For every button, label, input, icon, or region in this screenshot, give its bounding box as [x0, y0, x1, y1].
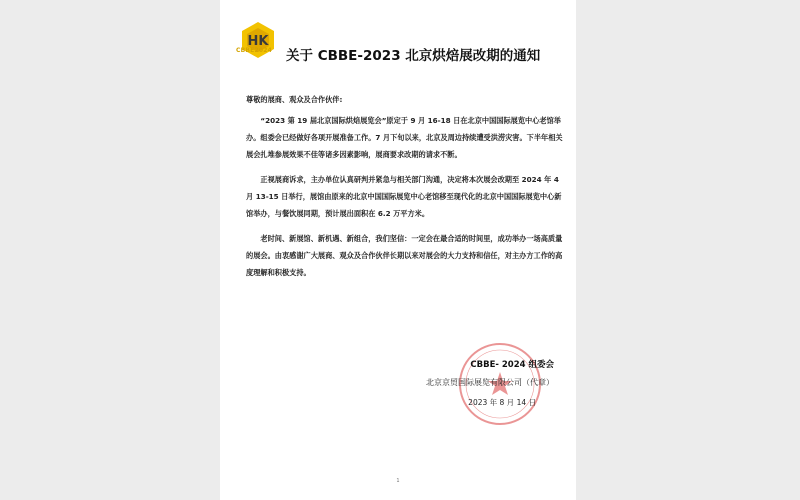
document-page [220, 0, 576, 500]
paragraph-3: 老时间、新展馆、新机遇、新组合，我们坚信：一定会在最合适的时间里，成功举办一场高质量的展会。由衷感谢广大展商、观众及合作伙伴长期以来对展会的大力支持和信任，对主办方工作的高度理解和积极支持。 [246, 234, 563, 277]
document-title: 关于 CBBE-2023 北京烘焙展改期的通知 [286, 48, 541, 64]
greeting: 尊敬的展商、观众及合作伙伴: [246, 95, 343, 104]
logo-caption: CBBE2024 [236, 47, 272, 54]
page-number: 1 [396, 478, 400, 484]
cbbe-logo [238, 20, 278, 64]
logo-text: HK [247, 34, 269, 49]
paragraph-1: “2023 第 19 届北京国际烘焙展览会”原定于 9 月 16-18 日在北京中国国际展览中心老馆举办。组委会已经做好各项开展准备工作。7 月下旬以来，北京及周边持续遭受洪涝灾害。下半年相关展会扎堆参展效果不佳等诸多因素影响，展商要求改期的请求不断。 [246, 116, 563, 159]
signature-date: 2023 年 8 月 14 日 [468, 398, 536, 407]
paragraph-2: 正视展商诉求，主办单位认真研判并紧急与相关部门沟通，决定将本次展会改期至 2024 年 4 月 13-15 日举行，展馆由原来的北京中国国际展览中心老馆移至现代化的北京中国国际展览中心新馆举办，与餐饮展同期，预计展出面积在 6.2 万平方米。 [246, 175, 562, 218]
signature-org-name: CBBE- 2024 组委会 [470, 360, 554, 370]
body-paragraphs [246, 112, 564, 289]
signature-company: 北京京贸国际展览有限公司（代章） [426, 378, 554, 387]
